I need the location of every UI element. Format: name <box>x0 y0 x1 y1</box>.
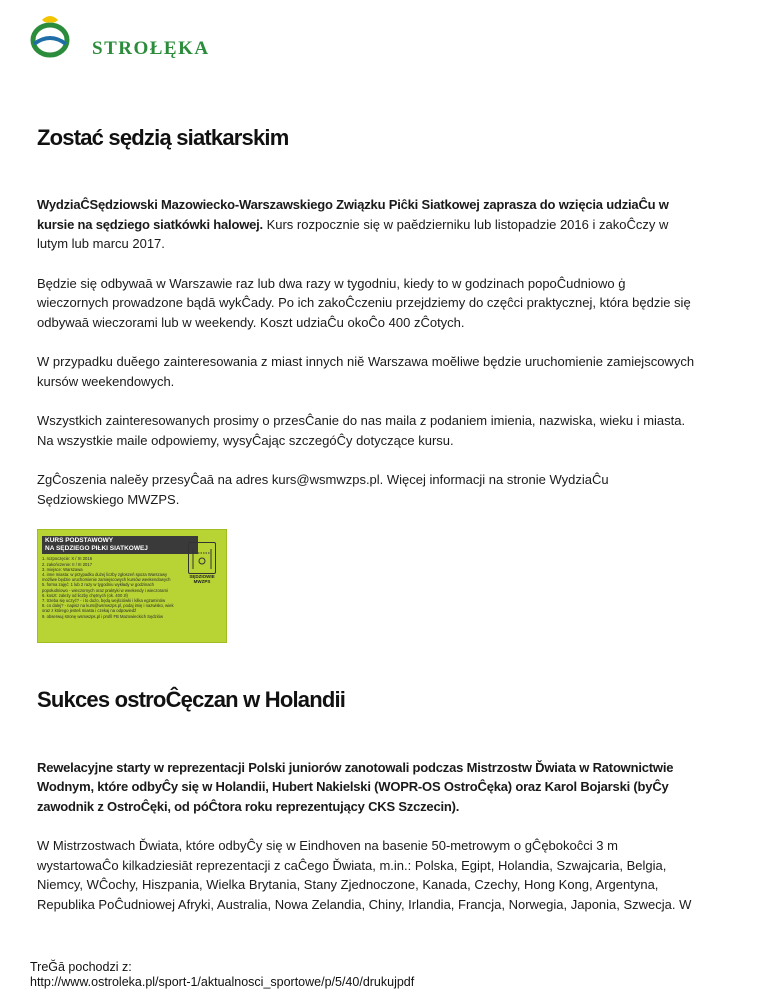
logo-text: STROŁĘKA <box>92 38 210 59</box>
article-title: Zostać sędzią siatkarskim <box>37 125 289 150</box>
source-url[interactable]: http://www.ostroleka.pl/sport-1/aktualnosci_sportowe/p/5/40/drukujpdf <box>30 975 415 989</box>
poster-line: 9. obserwuj stronę wsmwzps.pl i profil FB Mazowieckich Sędziów <box>42 613 164 619</box>
poster-emblem-label: SĘDZIOWIE MWZPS <box>189 574 215 585</box>
poster-banner-line: NA SĘDZIEGO PIŁKI SIATKOWEJ <box>45 545 148 553</box>
poster-line: 2. zakończenie: II / III 2017 <box>42 561 93 567</box>
poster-line: 3. miejsce: Warszawa <box>42 566 83 572</box>
poster-line: 7. trzeba się uczyć? - i to dużo, będą wejściówki i kilka egzaminów <box>42 598 166 604</box>
source-label: TreĞā pochodzi z: <box>30 960 132 974</box>
lead-bold: WydziaĈSędziowski Mazowiecko-Warszawskiego Związku Piĉki Siatkowej zaprasza do wzięcia udziaĈu w kursie na sędziego siatkówki halowej. <box>37 197 669 232</box>
course-poster-image <box>37 529 227 643</box>
article-lead <box>37 758 697 817</box>
poster-line: 8. co dalej? - napisz na kurs@wsmwzps.pl, podaj imię i nazwisko, wiek <box>42 603 174 609</box>
poster-line: możliwe będzie uruchomienie zamiejscowych kursów weekendowych <box>42 577 171 583</box>
poster-line: oraz z którego jesteś miasta i czekaj na odpowiedź <box>42 608 137 614</box>
poster-line: 1. rozpoczęcie: X / XI 2016 <box>42 556 93 562</box>
article-paragraph: Będzie się odbywaā w Warszawie raz lub dwa razy w tygodniu, kiedy to w godzinach popoĈudniowo ġ wieczornych prowadzone bądā wykĈady. Po ich zakoĈczeniu przejdziemy do częĉci praktycznej, która będzie się odbywaā wieczorami lub w weekendy. Koszt udziaĈu okoĈo 400 zĈotych. <box>37 275 691 330</box>
article-title: Sukces ostroĈęczan w Holandii <box>37 687 346 713</box>
poster-line: 4. inne miasta: w przypadku dużej liczby zgłoszeń spoza Warszawy <box>42 572 168 577</box>
poster-line: 5. forma zajęć: 1 lub 2 razy w tygodniu wykłady w godzinach <box>42 582 154 588</box>
article-lead <box>37 195 697 254</box>
article-paragraph: Wszystkich zainteresowanych prosimy o przesĈanie do nas maila z podaniem imienia, nazwiska, wieku i miasta. Na wszystkie maile odpowiemy, wysyĈając szczegóĈy dotyczące kursu. <box>37 413 686 448</box>
city-logo <box>30 14 210 62</box>
poster-line: 6. koszt: zależy od liczby chętnych (ok. 400 zł) <box>42 592 128 598</box>
poster-lines <box>42 556 192 618</box>
article-list <box>37 125 697 934</box>
poster-emblem-icon <box>188 542 216 574</box>
source-footer <box>30 960 414 990</box>
poster-banner-line: KURS PODSTAWOWY <box>45 537 114 545</box>
lead-rest: Kurs rozpocznie się w paĕdzierniku lub listopadzie 2016 i zakoĈczy w lutym lub marcu 2017. <box>37 216 669 252</box>
poster-banner <box>42 536 198 554</box>
article-paragraph: W Mistrzostwach Ďwiata, które odbyĈy się w Eindhoven na basenie 50-metrowym o gĈębokoĉci 3 m wystartowaĈo kilkadziesiāt reprezentacji z caĈego Ďwiata, m.in.: Polska, Egipt, Holandia, Szwajcaria, Belgia, Niemcy, WĈochy, Hiszpania, Wielka Brytania, Stany Zjednoczone, Kanada, Czechy, Hong Kong, Argentyna, Republika PoĈudniowej Afryki, Australia, Nowa Zelandia, Chiny, Irlandia, Francja, Norwegia, Japonia, Szwecja. W <box>37 838 692 912</box>
logo-emblem-icon <box>30 14 70 58</box>
lead-bold: Rewelacyjne starty w reprezentacji Polski juniorów zanotowali podczas Mistrzostw Ďwiata w Ratownictwie Wodnym, które odbyĈy się w Holandii, Hubert Nakielski (WOPR-OS OstroĈęka) oraz Karol Bojarski (byĈy zawodnik z OstroĈęki, od póĈtora roku reprezentujący CKS Szczecin). <box>37 759 674 814</box>
article-paragraph: ZgĈoszenia naleĕy przesyĈaā na adres kurs@wsmwzps.pl. Więcej informacji na stronie WydziaĈu Sędziowskiego MWZPS. <box>37 472 609 507</box>
poster-line: popołudniowo - wieczornych oraz praktyki w weekendy i wieczorami <box>42 587 168 593</box>
article-paragraph: W przypadku duĕego zainteresowania z miast innych niĕ Warszawa moĕliwe będzie uruchomienie zamiejscowych kursów weekendowych. <box>37 354 695 389</box>
